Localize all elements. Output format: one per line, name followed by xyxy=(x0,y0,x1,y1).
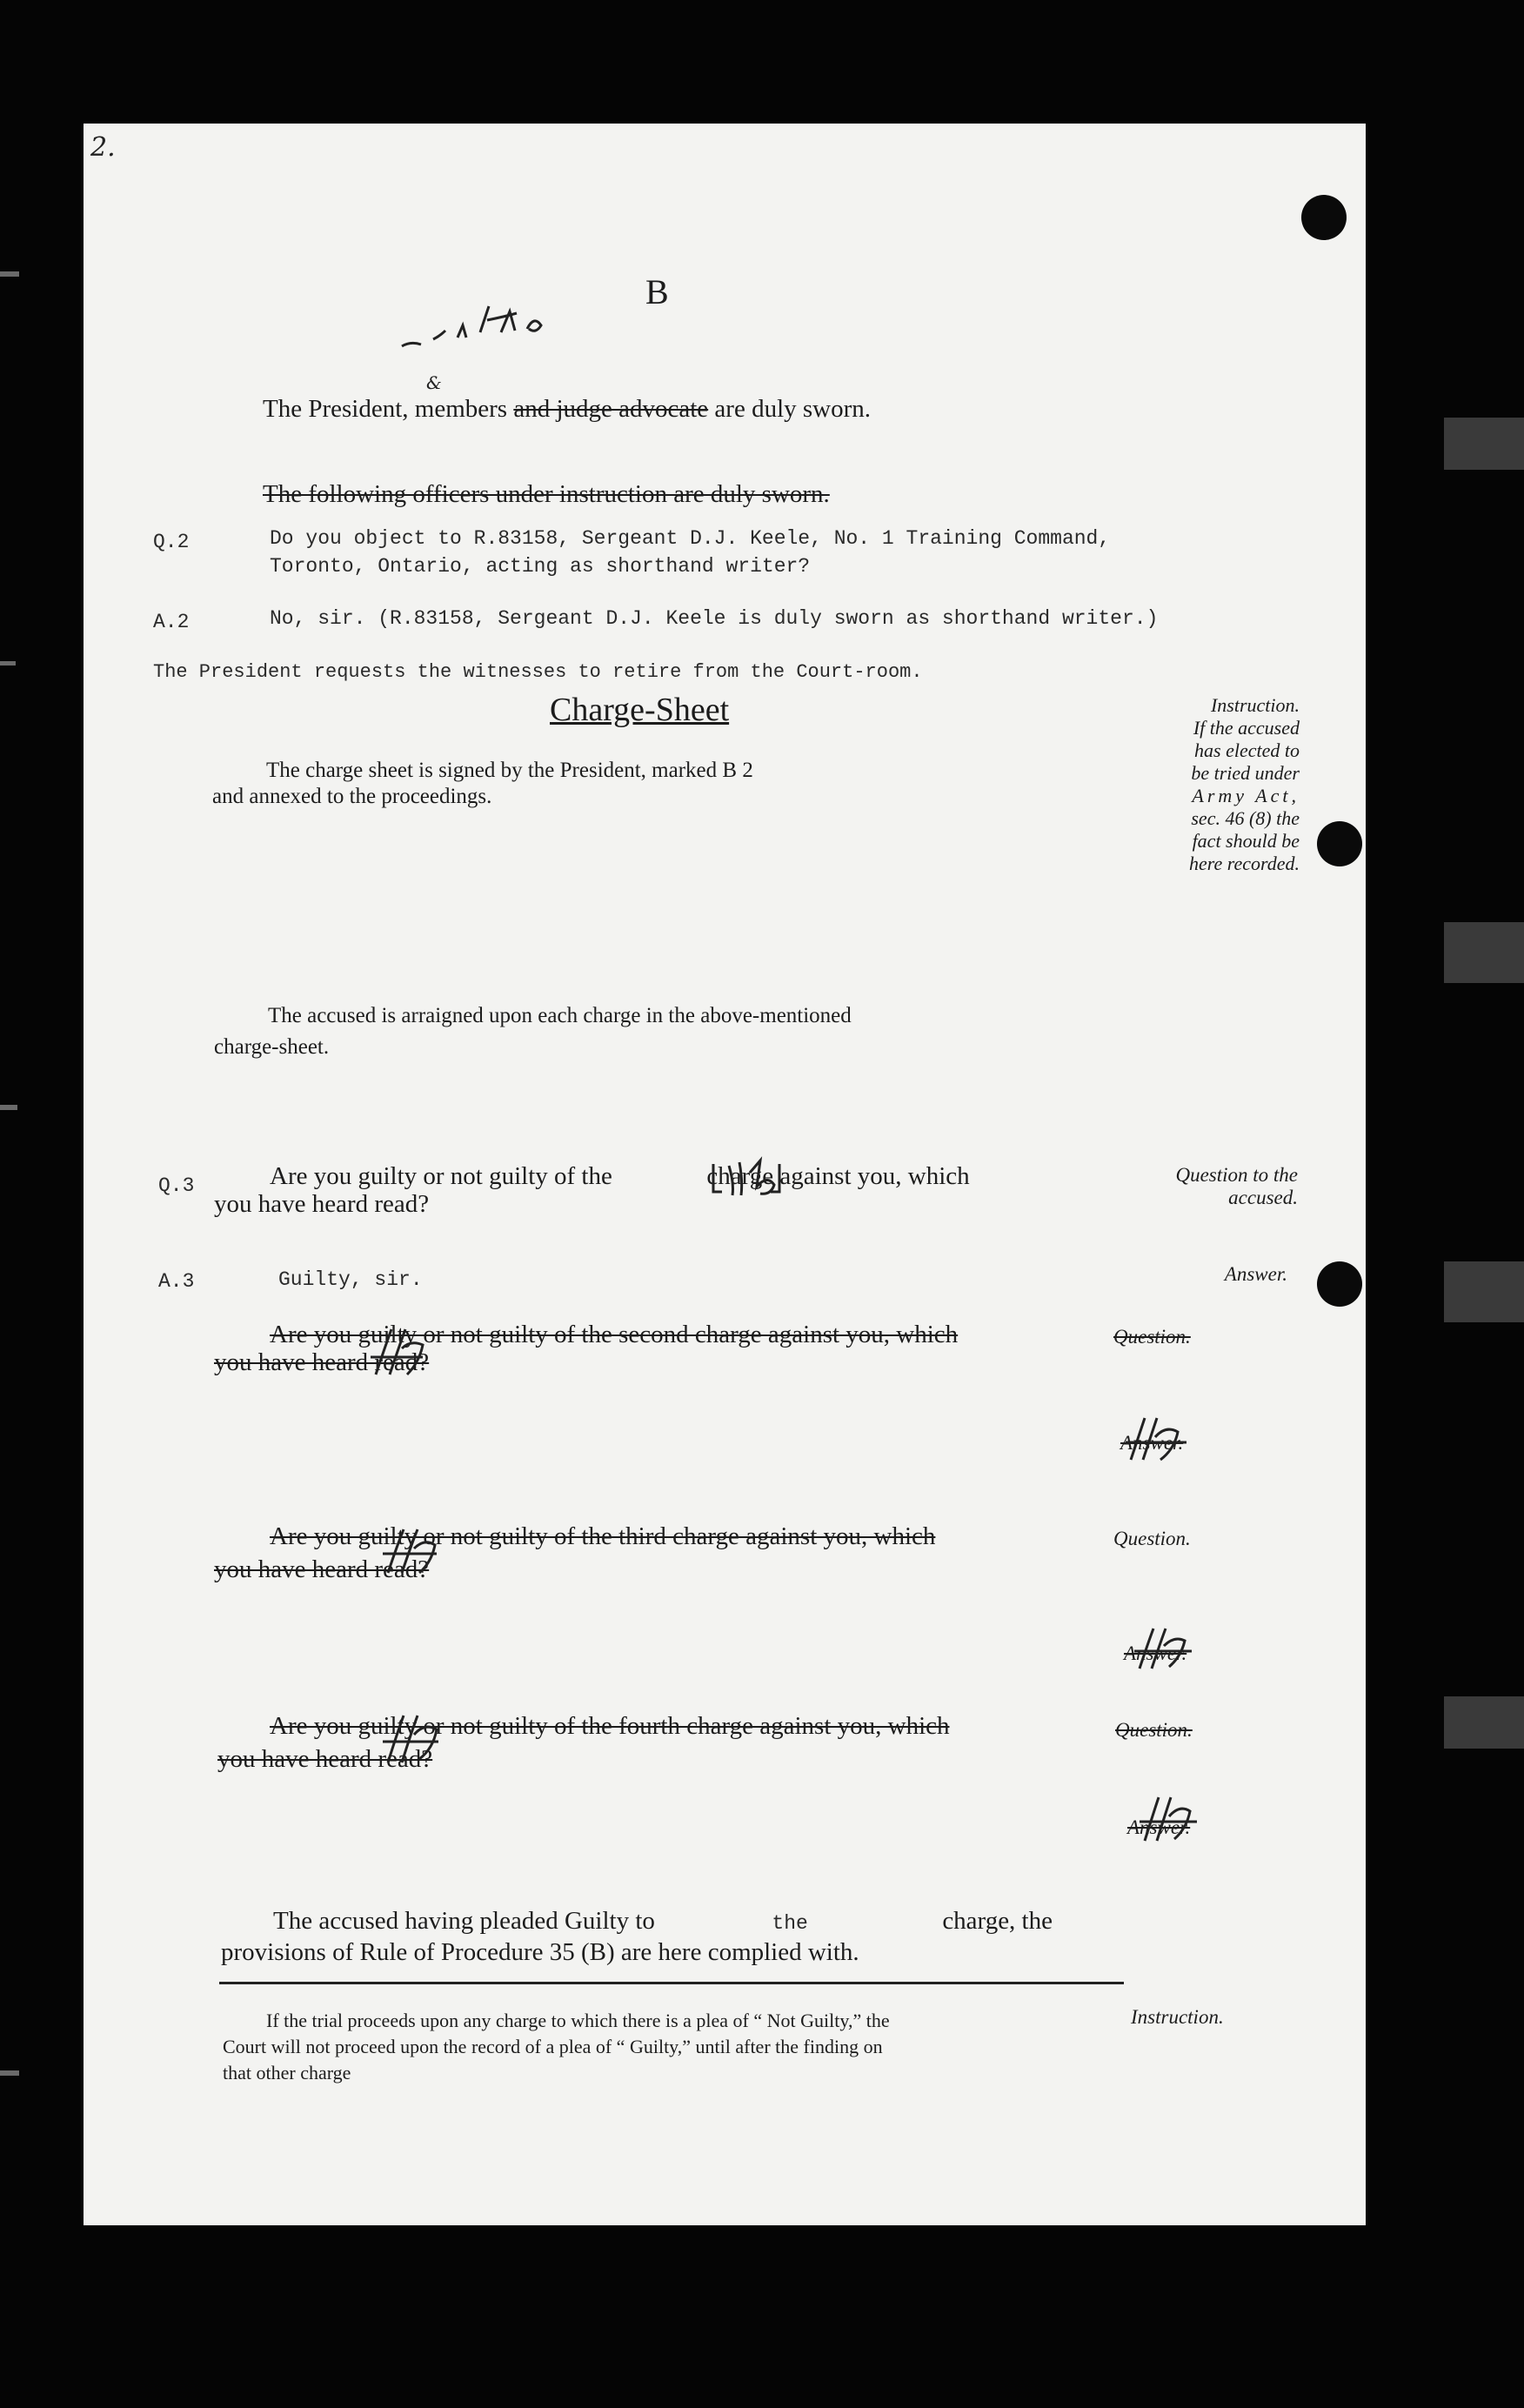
a3-label: A.3 xyxy=(158,1270,195,1293)
instruction-note xyxy=(1115,694,1300,875)
instruction-note-line: sec. 46 (8) the xyxy=(1191,807,1300,829)
film-edge-mark xyxy=(0,661,16,666)
charge-sheet-line1: The charge sheet is signed by the President, marked B 2 xyxy=(266,759,753,782)
q2-label: Q.2 xyxy=(153,531,190,553)
answer-struck-2: Answer. xyxy=(1124,1642,1187,1664)
q3-side-note xyxy=(1113,1164,1298,1209)
charge-sheet-line2: and annexed to the proceedings. xyxy=(212,785,492,808)
pleaded-the: the xyxy=(772,1912,808,1935)
second-charge-line1: Are you guilty or not guilty of the second charge against you, which xyxy=(270,1321,959,1348)
q2-line1: Do you object to R.83158, Sergeant D.J. Keele, No. 1 Training Command, xyxy=(270,527,1111,550)
instruction-note-line: fact should be xyxy=(1192,830,1300,852)
handwritten-initials xyxy=(367,1322,437,1383)
answer-struck-3: Answer. xyxy=(1127,1816,1191,1838)
q3-line1 xyxy=(270,1162,970,1191)
film-edge-mark xyxy=(1444,418,1524,470)
handwritten-ampersand: & xyxy=(426,372,442,393)
arraigned-line1: The accused is arraigned upon each charge in the above-mentioned xyxy=(268,1004,852,1027)
q3-label: Q.3 xyxy=(158,1174,195,1197)
q3-line2: you have heard read? xyxy=(214,1190,430,1218)
q3-line1-a: Are you guilty or not guilty of the xyxy=(270,1162,612,1190)
divider-line xyxy=(219,1982,1124,1984)
punch-hole xyxy=(1301,195,1347,240)
a3-text: Guilty, sir. xyxy=(278,1268,423,1291)
answer-struck-1: Answer. xyxy=(1120,1432,1184,1454)
footer-line3: that other charge xyxy=(223,2062,351,2084)
sworn-line xyxy=(263,395,871,424)
document-page xyxy=(84,124,1366,2225)
handwritten-initials xyxy=(397,303,562,364)
handwritten-initials xyxy=(379,1709,449,1769)
a3-side-note: Answer. xyxy=(1224,1263,1287,1285)
officers-sworn-struck: The following officers under instruction are duly sworn. xyxy=(263,480,830,508)
third-charge-side-note: Question. xyxy=(1113,1528,1191,1549)
a2-text: No, sir. (R.83158, Sergeant D.J. Keele is duly sworn as shorthand writer.) xyxy=(270,607,1159,630)
pleaded-line2: provisions of Rule of Procedure 35 (B) are here complied with. xyxy=(221,1938,859,1966)
third-charge-line2: you have heard read? xyxy=(214,1555,430,1583)
handwritten-initials xyxy=(1133,1622,1199,1676)
instruction-note-line: be tried under xyxy=(1191,762,1300,784)
film-edge-mark xyxy=(1444,922,1524,983)
instruction-note-line: Army Act, xyxy=(1192,785,1300,806)
sworn-judge-advocate-struck: and judge advocate xyxy=(513,395,709,423)
fourth-charge-line1: Are you guilty or not guilty of the fourth charge against you, which xyxy=(270,1712,950,1740)
q3-line1-b: charge against you, which xyxy=(706,1162,970,1190)
footer-line2: Court will not proceed upon the record of a plea of “ Guilty,” until after the finding on xyxy=(223,2036,883,2057)
fourth-charge-side-note: Question. xyxy=(1115,1719,1193,1741)
q3-side-line: accused. xyxy=(1228,1187,1298,1208)
instruction-note-line: If the accused xyxy=(1193,717,1300,739)
arraigned-line2: charge-sheet. xyxy=(214,1035,330,1059)
q2-line2: Toronto, Ontario, acting as shorthand writer? xyxy=(270,555,811,578)
handwritten-initials xyxy=(379,1524,449,1580)
second-charge-side-note: Question. xyxy=(1113,1326,1191,1348)
instruction-note-line: has elected to xyxy=(1194,739,1300,761)
footer-side-note: Instruction. xyxy=(1131,2006,1224,2028)
film-edge-mark xyxy=(0,2070,19,2076)
q3-side-line: Question to the xyxy=(1175,1164,1298,1186)
handwritten-initials xyxy=(710,1155,792,1202)
handwritten-initials xyxy=(1124,1411,1193,1468)
instruction-note-line: Instruction. xyxy=(1210,694,1300,716)
fourth-charge-line2: you have heard read? xyxy=(217,1745,433,1773)
punch-hole xyxy=(1317,821,1362,866)
handwritten-initials xyxy=(1138,1790,1204,1848)
footer-line1: If the trial proceeds upon any charge to which there is a plea of “ Not Guilty,” the xyxy=(266,2010,890,2031)
film-edge-mark xyxy=(0,271,19,277)
sworn-rest: are duly sworn. xyxy=(714,395,872,423)
film-edge-mark xyxy=(1444,1696,1524,1749)
second-charge-line2: you have heard read? xyxy=(214,1348,430,1376)
film-edge-mark xyxy=(0,1105,17,1110)
a2-label: A.2 xyxy=(153,611,190,633)
pleaded-line1 xyxy=(273,1907,1053,1936)
witnesses-line: The President requests the witnesses to retire from the Court-room. xyxy=(153,661,923,683)
page-number: 2. xyxy=(90,132,116,163)
film-edge-mark xyxy=(1444,1261,1524,1322)
pleaded-text-a: The accused having pleaded Guilty to xyxy=(273,1907,655,1935)
sworn-members: members xyxy=(414,395,508,423)
sworn-president: The President, xyxy=(263,395,409,423)
charge-sheet-heading: Charge-Sheet xyxy=(550,692,730,728)
punch-hole xyxy=(1317,1261,1362,1307)
instruction-note-line: here recorded. xyxy=(1188,853,1300,874)
pleaded-text-c: charge, the xyxy=(942,1907,1053,1935)
section-letter: B xyxy=(645,272,669,311)
third-charge-line1: Are you guilty or not guilty of the third charge against you, which xyxy=(270,1522,936,1550)
